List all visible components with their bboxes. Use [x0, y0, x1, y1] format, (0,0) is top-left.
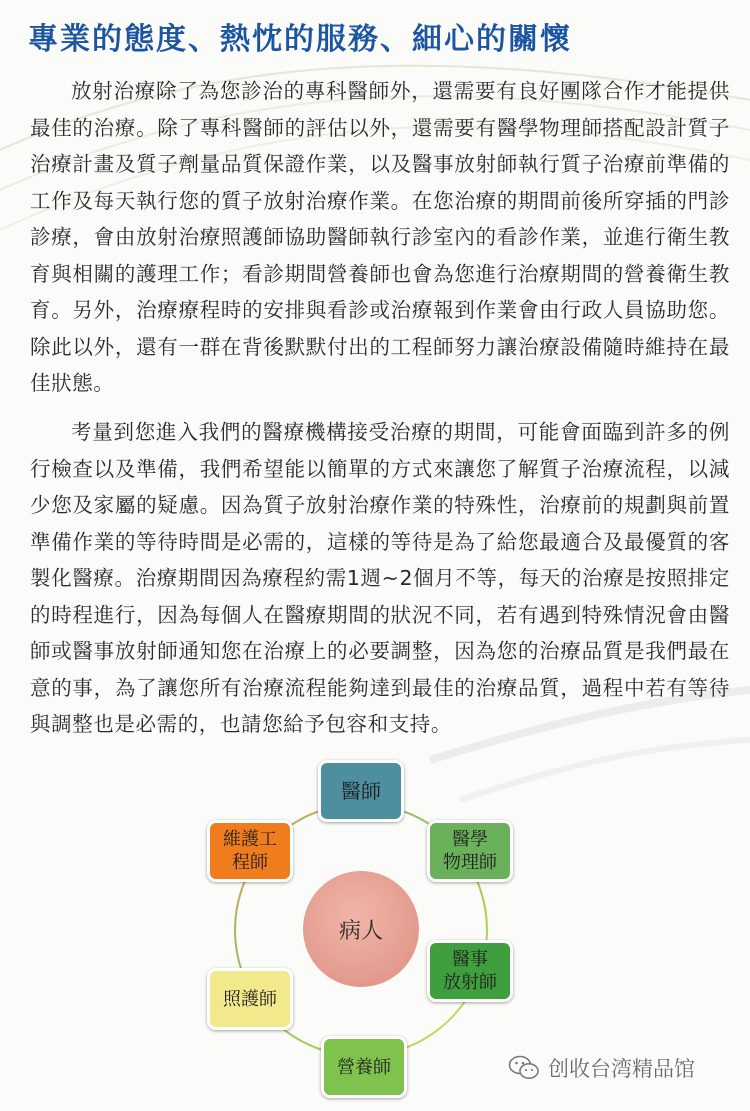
intro-paragraph: 放射治療除了為您診治的專科醫師外，還需要有良好團隊合作才能提供最佳的治療。除了專科醫師的評估以外，還需要有醫學物理師搭配設計質子治療計畫及質子劑量品質保證作業，以及醫事放射師執行質子治療前準備的工作及每天執行您的質子放射治療作業。在您治療的期間前後所穿插的門診診療，會由放射治療照護師協助醫師執行診室內的看診作業，並進行衛生教育與相關的護理工作；看診期間營養師也會為您進行治療期間的營養衛生教育。另外，治療療程時的安排與看診或治療報到作業會由行政人員協助您。除此以外，還有一群在背後默默付出的工程師努力讓治療設備隨時維持在最佳狀態。	[30, 79, 730, 395]
maintenance-engineer-node	[207, 820, 293, 882]
engineer-label-line1: 維護工	[223, 829, 277, 850]
dietitian-label: 營養師	[337, 1056, 391, 1078]
watermark-text: 创收台湾精品馆	[548, 1057, 695, 1081]
radtech-label-line1: 醫事	[452, 949, 488, 970]
watermark	[508, 1053, 695, 1083]
process-paragraph: 考量到您進入我們的醫療機構接受治療的期間，可能會面臨到許多的例行檢查以及準備，我們希望能以簡單的方式來讓您了解質子治療流程，以減少您及家屬的疑慮。因為質子放射治療作業的特殊性，治療前的規劃與前置準備作業的等待時間是必需的，這樣的等待是為了給您最適合及最優質的客製化醫療。治療期間因為療程約需1週~2個月不等，每天的治療是按照排定的時程進行，因為每個人在醫療期間的狀況不同，若有遇到特殊情況會由醫師或醫事放射師通知您在治療上的必要調整，因為您的治療品質是我們最在意的事，為了讓您所有治療流程能夠達到最佳的治療品質，過程中若有等待與調整也是必需的，也請您給予包容和支持。	[30, 420, 730, 736]
wechat-icon	[508, 1055, 540, 1081]
care-nurse-node	[207, 968, 293, 1030]
physicist-label-line2: 物理師	[443, 852, 497, 873]
doctor-label: 醫師	[341, 778, 381, 803]
radiation-technologist-node	[427, 940, 513, 1002]
patient-node	[303, 871, 419, 987]
patient-label: 病人	[338, 918, 383, 944]
doctor-node	[318, 760, 404, 822]
dietitian-node	[321, 1036, 407, 1098]
physicist-label-line1: 醫學	[452, 829, 488, 850]
engineer-label-line2: 程師	[232, 852, 268, 873]
page-title: 專業的態度、熱忱的服務、細心的關懷	[28, 22, 572, 57]
care-team-diagram	[195, 750, 555, 1105]
medical-physicist-node	[427, 820, 513, 882]
radtech-label-line2: 放射師	[443, 972, 497, 993]
nurse-label: 照護師	[223, 988, 277, 1010]
